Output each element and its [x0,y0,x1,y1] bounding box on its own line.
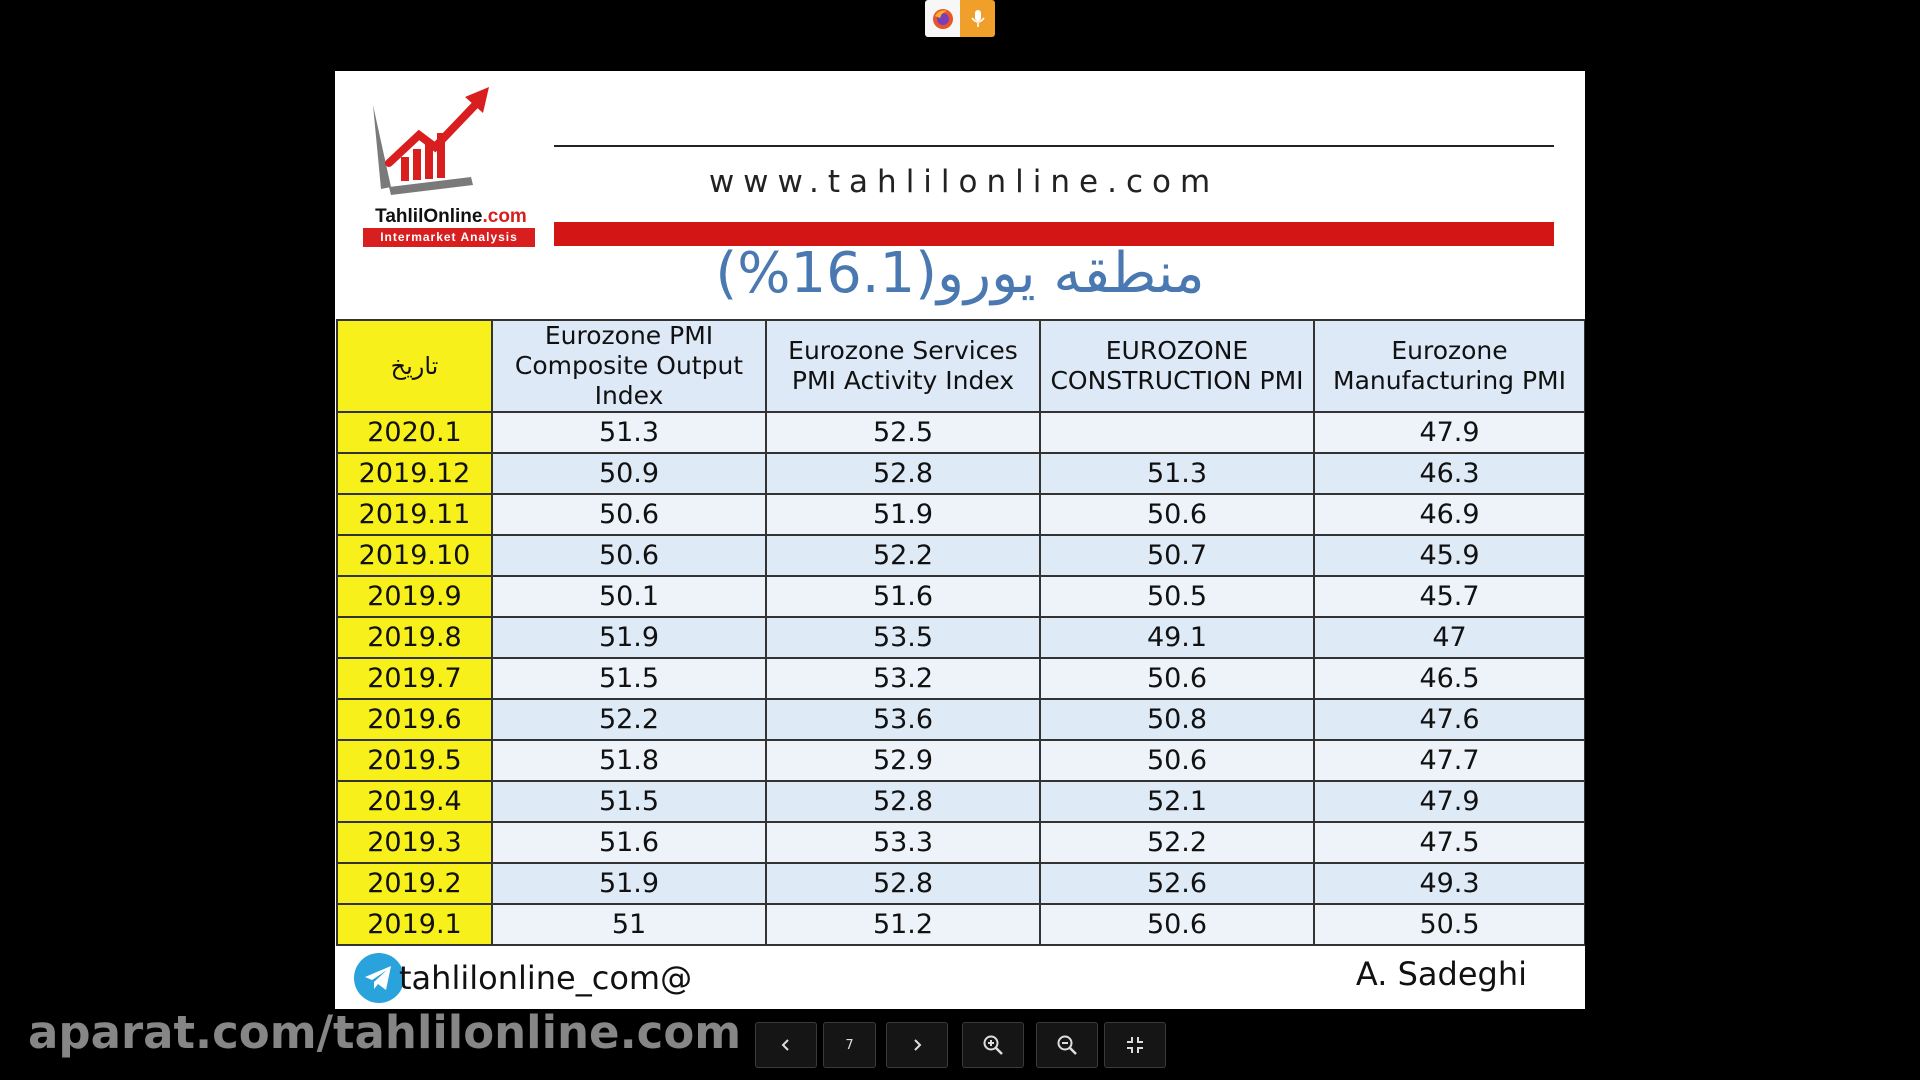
cell-composite: 52.2 [492,699,766,740]
cell-composite: 51.8 [492,740,766,781]
firefox-button[interactable] [925,0,960,37]
cell-composite: 50.6 [492,535,766,576]
author-name: A. Sadeghi [1355,955,1527,993]
cell-manufacturing: 46.9 [1314,494,1585,535]
table-row [337,412,1585,453]
table-row [337,699,1585,740]
cell-construction: 50.5 [1040,576,1314,617]
cell-services: 52.8 [766,781,1040,822]
cell-manufacturing: 47.9 [1314,412,1585,453]
cell-services: 52.8 [766,863,1040,904]
table-row [337,535,1585,576]
cell-manufacturing: 45.7 [1314,576,1585,617]
top-mini-toolbar [925,0,996,37]
zoom-out-button[interactable] [1036,1022,1098,1068]
cell-date: 2019.8 [337,617,492,658]
cell-date: 2019.3 [337,822,492,863]
cell-composite: 51.5 [492,658,766,699]
cell-date: 2019.5 [337,740,492,781]
table-row [337,576,1585,617]
logo-chart-icon [361,77,539,207]
prev-page-button[interactable] [755,1022,817,1068]
cell-services: 52.8 [766,453,1040,494]
table-row [337,494,1585,535]
header-manufacturing: Eurozone Manufacturing PMI [1314,320,1585,412]
header-composite: Eurozone PMI Composite Output Index [492,320,766,412]
telegram-icon [353,952,405,1004]
zoom-in-button[interactable] [962,1022,1024,1068]
cell-services: 51.9 [766,494,1040,535]
microphone-button[interactable] [960,0,995,37]
table-row [337,453,1585,494]
cell-composite: 51.9 [492,863,766,904]
zoom-out-icon [1056,1034,1078,1056]
table-row [337,617,1585,658]
cell-date: 2020.1 [337,412,492,453]
cell-manufacturing: 46.5 [1314,658,1585,699]
cell-construction [1040,412,1314,453]
cell-composite: 51.9 [492,617,766,658]
cell-composite: 50.6 [492,494,766,535]
firefox-icon [931,7,955,31]
pmi-table [336,319,1585,946]
cell-date: 2019.2 [337,863,492,904]
cell-manufacturing: 47.6 [1314,699,1585,740]
table-header-row [337,320,1585,412]
cell-construction: 50.8 [1040,699,1314,740]
exit-fullscreen-button[interactable] [1104,1022,1166,1068]
cell-composite: 51 [492,904,766,945]
cell-manufacturing: 47.5 [1314,822,1585,863]
cell-construction: 49.1 [1040,617,1314,658]
cell-construction: 50.7 [1040,535,1314,576]
header-date: تاریخ [337,320,492,412]
cell-manufacturing: 50.5 [1314,904,1585,945]
exit-fullscreen-icon [1125,1035,1145,1055]
cell-services: 51.6 [766,576,1040,617]
cell-composite: 50.1 [492,576,766,617]
cell-manufacturing: 49.3 [1314,863,1585,904]
cell-services: 52.2 [766,535,1040,576]
next-page-button[interactable] [886,1022,948,1068]
cell-date: 2019.12 [337,453,492,494]
cell-composite: 51.6 [492,822,766,863]
cell-services: 53.2 [766,658,1040,699]
logo-tagline: Intermarket Analysis [363,228,535,247]
cell-manufacturing: 45.9 [1314,535,1585,576]
tahlilonline-logo [361,77,539,259]
cell-date: 2019.7 [337,658,492,699]
cell-services: 52.5 [766,412,1040,453]
header-construction: EUROZONE CONSTRUCTION PMI [1040,320,1314,412]
table-row [337,781,1585,822]
table-row [337,658,1585,699]
cell-construction: 50.6 [1040,494,1314,535]
cell-services: 52.9 [766,740,1040,781]
table-row [337,740,1585,781]
cell-date: 2019.11 [337,494,492,535]
aparat-watermark: aparat.com/tahlilonline.com [28,1006,742,1059]
cell-services: 53.5 [766,617,1040,658]
cell-services: 51.2 [766,904,1040,945]
zoom-in-icon [982,1034,1004,1056]
table-row [337,822,1585,863]
cell-date: 2019.9 [337,576,492,617]
presentation-slide [335,71,1585,1009]
cell-manufacturing: 47.9 [1314,781,1585,822]
cell-manufacturing: 46.3 [1314,453,1585,494]
table-row [337,904,1585,945]
cell-construction: 50.6 [1040,904,1314,945]
cell-services: 53.6 [766,699,1040,740]
table-row [337,863,1585,904]
cell-construction: 50.6 [1040,740,1314,781]
page-number: 7 [845,1037,854,1053]
cell-date: 2019.1 [337,904,492,945]
cell-construction: 52.1 [1040,781,1314,822]
cell-manufacturing: 47 [1314,617,1585,658]
telegram-handle: tahlilonline_com@ [399,959,693,997]
cell-date: 2019.6 [337,699,492,740]
cell-construction: 52.2 [1040,822,1314,863]
logo-name: TahlilOnline.com [375,206,527,227]
website-url: www.tahlilonline.com [708,164,1220,200]
header-services: Eurozone Services PMI Activity Index [766,320,1040,412]
cell-construction: 51.3 [1040,453,1314,494]
cell-composite: 51.3 [492,412,766,453]
cell-manufacturing: 47.7 [1314,740,1585,781]
next-icon [909,1037,925,1053]
slide-title: منطقه یورو(16.1%) [715,241,1205,306]
cell-construction: 50.6 [1040,658,1314,699]
prev-icon [778,1037,794,1053]
page-number-box[interactable] [823,1022,876,1068]
cell-composite: 51.5 [492,781,766,822]
cell-date: 2019.4 [337,781,492,822]
telegram-contact [353,953,692,1003]
cell-services: 53.3 [766,822,1040,863]
cell-composite: 50.9 [492,453,766,494]
cell-construction: 52.6 [1040,863,1314,904]
cell-date: 2019.10 [337,535,492,576]
header-divider [554,145,1554,147]
microphone-icon [970,8,986,30]
